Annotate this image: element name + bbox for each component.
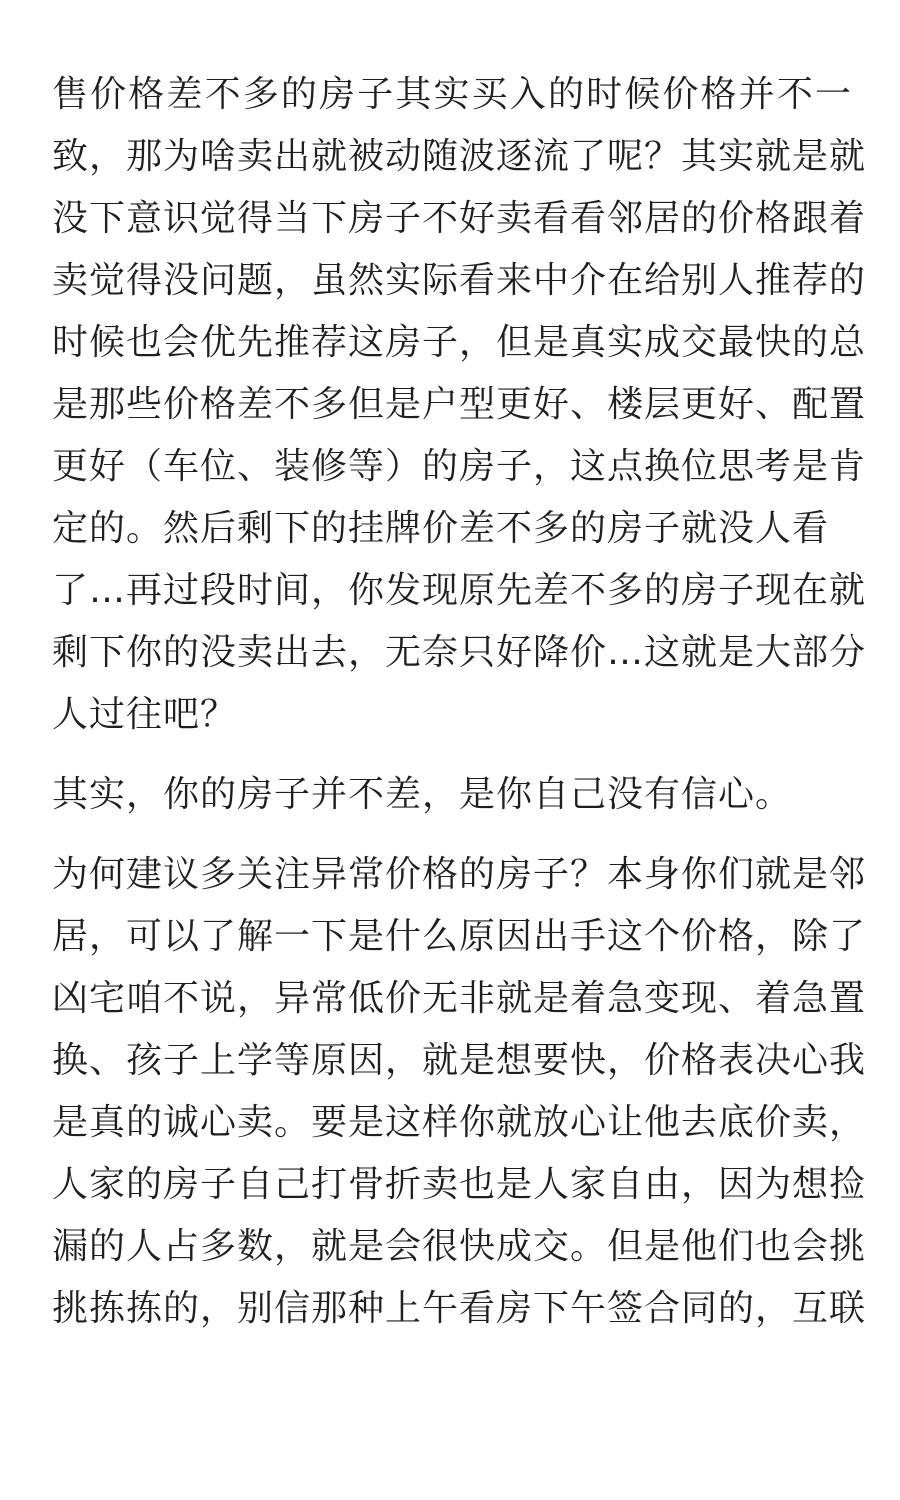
text-line: 人过往吧？ [52,694,238,735]
text-line: 剩下你的没卖出去，无奈只好降价…这就是大部分 [52,632,867,673]
text-line: 时候也会优先推荐这房子，但是真实成交最快的总 [52,322,867,363]
text-line: 凶宅咱不说，异常低价无非就是着急变现、着急置 [52,978,867,1019]
paragraph-1 [52,64,867,746]
text-line: 挑拣拣的，别信那种上午看房下午签合同的，互联 [52,1288,867,1329]
text-line: 为何建议多关注异常价格的房子？本身你们就是邻 [52,854,867,895]
text-line: 是真的诚心卖。要是这样你就放心让他去底价卖， [52,1102,867,1143]
article-body [52,64,867,1340]
text-line: 是那些价格差不多但是户型更好、楼层更好、配置 [52,384,867,425]
text-line: 没下意识觉得当下房子不好卖看看邻居的价格跟着 [52,198,867,239]
text-line: 居，可以了解一下是什么原因出手这个价格，除了 [52,916,867,957]
paragraph-2 [52,764,852,826]
text-line: 了…再过段时间，你发现原先差不多的房子现在就 [52,570,867,611]
text-line: 售价格差不多的房子其实买入的时候价格并不一 [52,74,852,115]
paragraph-3 [52,844,867,1340]
text-line: 致，那为啥卖出就被动随波逐流了呢？其实就是就 [52,136,867,177]
text-line: 更好（车位、装修等）的房子，这点换位思考是肯 [52,446,867,487]
text-line: 卖觉得没问题，虽然实际看来中介在给别人推荐的 [52,260,867,301]
text-line: 换、孩子上学等原因，就是想要快，价格表决心我 [52,1040,867,1081]
text-line: 其实，你的房子并不差，是你自己没有信心。 [52,774,793,815]
text-line: 人家的房子自己打骨折卖也是人家自由，因为想捡 [52,1164,867,1205]
text-line: 定的。然后剩下的挂牌价差不多的房子就没人看 [52,508,830,549]
text-line: 漏的人占多数，就是会很快成交。但是他们也会挑 [52,1226,867,1267]
